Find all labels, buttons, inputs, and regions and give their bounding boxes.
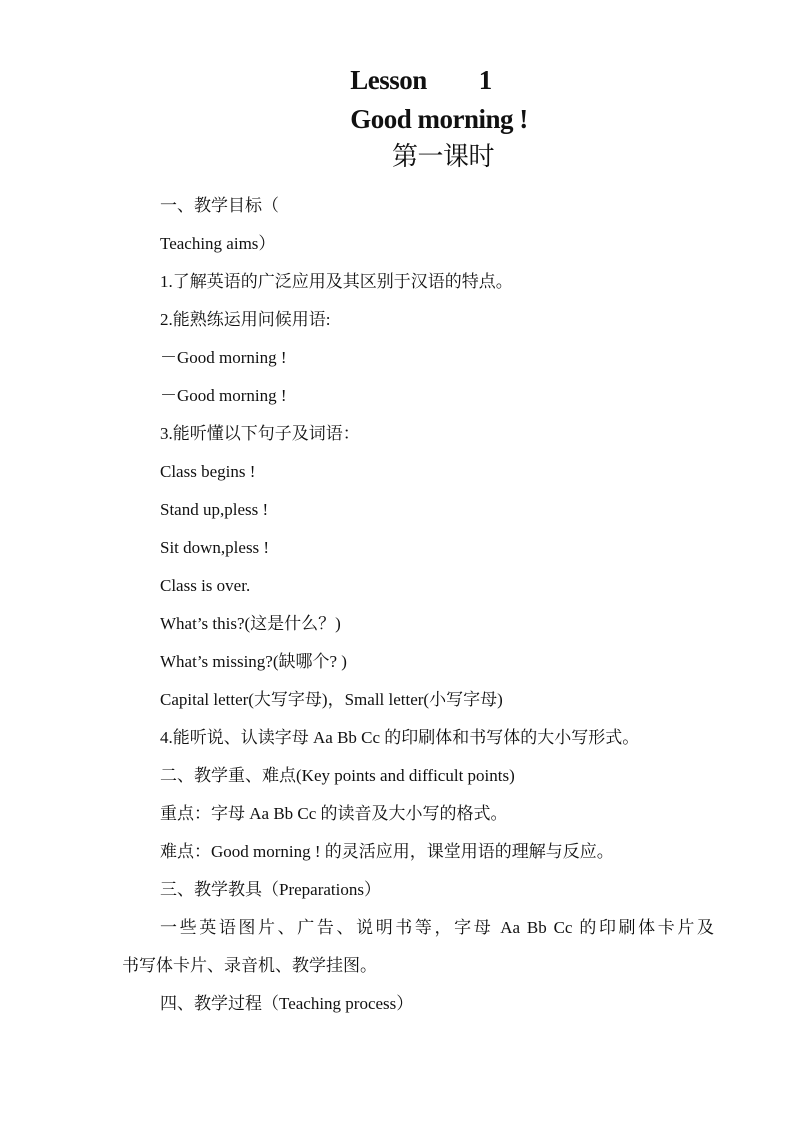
aim-item-1: 1.了解英语的广泛应用及其区别于汉语的特点。 bbox=[160, 272, 513, 291]
aim-item-4: 4.能听说、认读字母 Aa Bb Cc 的印刷体和书写体的大小写形式。 bbox=[160, 728, 640, 747]
section-key-points-heading: 二、教学重、难点(Key points and difficult points) bbox=[160, 766, 515, 785]
greeting-line: －Good morning ! bbox=[160, 386, 287, 405]
phrase-line: Class begins ! bbox=[160, 462, 256, 481]
lesson-subtitle: Good morning ! bbox=[350, 104, 528, 134]
section-process-heading: 四、教学过程（Teaching process） bbox=[160, 994, 414, 1013]
phrase-line: Capital letter(大写字母)，Small letter(小写字母) bbox=[160, 690, 503, 709]
difficult-point: 难点：Good morning ! 的灵活应用，课堂用语的理解与反应。 bbox=[160, 842, 614, 861]
greeting-line: －Good morning ! bbox=[160, 348, 287, 367]
phrase-line: Stand up,pless ! bbox=[160, 500, 269, 519]
preparations-text-line-1: 一些英语图片、广告、说明书等，字母 Aa Bb Cc 的印刷体卡片及 bbox=[160, 918, 714, 937]
section-aims-heading-english: Teaching aims） bbox=[160, 234, 276, 253]
phrase-line: Sit down,pless ! bbox=[160, 538, 270, 557]
lesson-label: Lesson bbox=[350, 65, 427, 95]
aim-item-3: 3.能听懂以下句子及词语： bbox=[160, 424, 360, 443]
lesson-number: 1 bbox=[478, 65, 492, 95]
section-aims-heading: 一、教学目标（ bbox=[160, 196, 279, 215]
key-point: 重点：字母 Aa Bb Cc 的读音及大小写的格式。 bbox=[160, 804, 508, 823]
phrase-line: Class is over. bbox=[160, 576, 251, 595]
aim-item-2: 2.能熟练运用问候用语: bbox=[160, 310, 331, 329]
preparations-text-line-2: 书写体卡片、录音机、教学挂图。 bbox=[122, 956, 377, 975]
lesson-period: 第一课时 bbox=[391, 142, 494, 172]
section-preparations-heading: 三、教学教具（Preparations） bbox=[160, 880, 381, 899]
phrase-line: What’s missing?(缺哪个? ) bbox=[160, 652, 347, 671]
lesson-title bbox=[0, 63, 794, 97]
phrase-line: What’s this?(这是什么？) bbox=[160, 614, 341, 633]
